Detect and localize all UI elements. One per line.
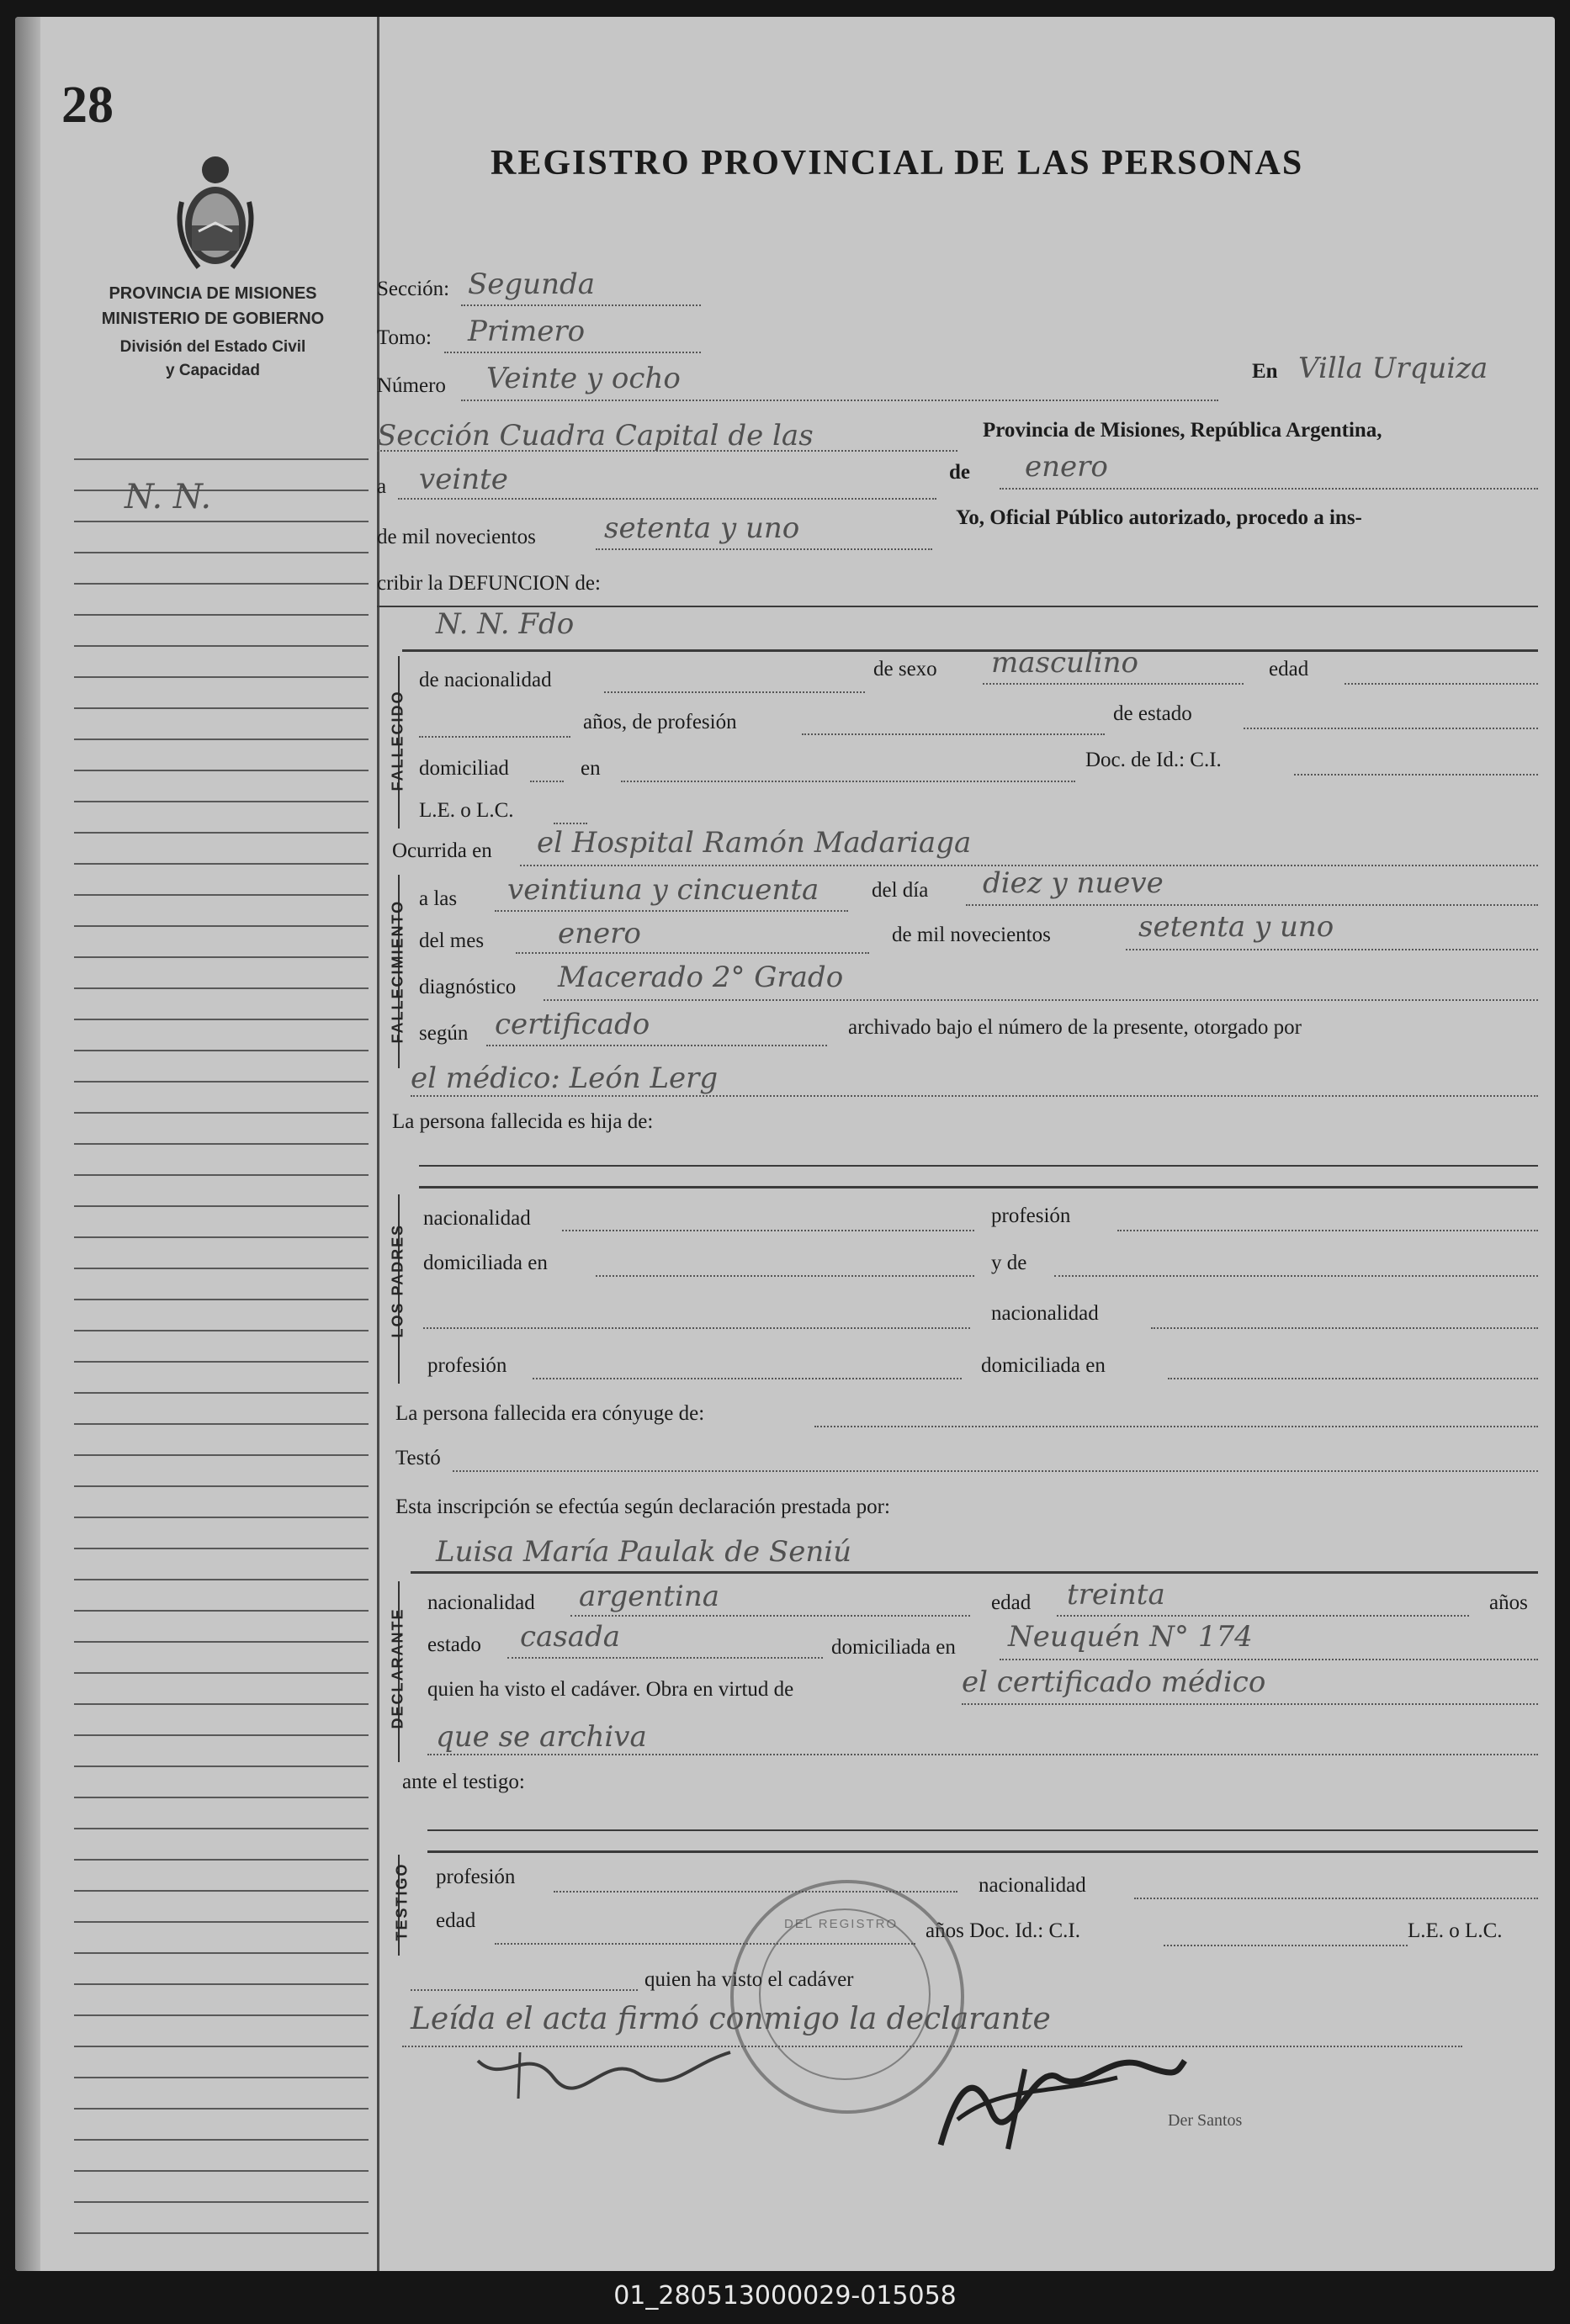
yde-line [1054, 1275, 1538, 1277]
a-line [398, 498, 936, 500]
mes-line [516, 952, 869, 954]
estado-label: de estado [1113, 702, 1192, 725]
testigo-rule-2 [427, 1850, 1538, 1853]
domiciliad-line [530, 781, 564, 782]
domicilio-line [621, 781, 1075, 782]
stamp-text: DEL REGISTRO [784, 1917, 899, 1931]
alas-label: a las [419, 887, 458, 910]
margin-rule [74, 2201, 369, 2203]
conyuge-text: La persona fallecida era cónyuge de: [395, 1402, 705, 1425]
declarante-nacionalidad-line [570, 1615, 970, 1617]
dia-value: diez y nueve [983, 866, 1164, 900]
margin-rule [74, 1703, 369, 1705]
segun-value: certificado [495, 1008, 650, 1041]
provincia-text: Provincia de Misiones, República Argentina, [983, 419, 1382, 442]
padres-profesion2-label: profesión [427, 1354, 507, 1377]
a-value: veinte [419, 463, 508, 496]
numero-line [461, 400, 1218, 401]
margin-rule [74, 832, 369, 834]
register-page [15, 17, 1555, 2271]
le-label: L.E. o L.C. [419, 799, 514, 822]
margin-rule [74, 1081, 369, 1083]
diagnostico-label: diagnóstico [419, 976, 517, 998]
tomo-value: Primero [468, 315, 586, 348]
margin-rule [74, 1921, 369, 1923]
padres-nacionalidad2-label: nacionalidad [991, 1302, 1099, 1325]
doc-line [1294, 774, 1538, 776]
fallecido-name: N. N. Fdo [436, 607, 575, 641]
testigo-side-label: TESTIGO [393, 1862, 411, 1941]
profesion-line [802, 733, 1105, 735]
a-label: a [377, 475, 387, 498]
declarante-name-line [411, 1571, 1538, 1574]
margin-rule [74, 1392, 369, 1394]
inscribir-text: cribir la DEFUNCION de: [377, 572, 601, 595]
sexo-line [983, 683, 1244, 685]
conyuge-line [814, 1426, 1538, 1427]
margin-rule [74, 1423, 369, 1425]
declarante-nacionalidad-value: argentina [579, 1580, 720, 1613]
sexo-label: de sexo [873, 658, 937, 680]
seccion-line [461, 304, 701, 306]
margin-rule [74, 1112, 369, 1114]
padres-nacionalidad-line [562, 1230, 974, 1231]
margin-rule [74, 770, 369, 771]
declarant-signature [469, 2027, 747, 2111]
hija-text: La persona fallecida es hija de: [392, 1110, 654, 1133]
testigo-nacionalidad-label: nacionalidad [979, 1874, 1086, 1897]
margin-rule [74, 2014, 369, 2016]
margin-rule [74, 1174, 369, 1176]
fallecimiento-mil-line [1126, 949, 1538, 950]
testigo-edad-label: edad [436, 1909, 476, 1932]
padres-nacionalidad2-line [1151, 1327, 1538, 1329]
ante-testigo-text: ante el testigo: [402, 1771, 525, 1793]
margin-rule [74, 863, 369, 865]
oficial-text: Yo, Oficial Público autorizado, procedo a ins- [956, 506, 1362, 529]
closing-text: Leída el acta firmó conmigo la declarante [411, 2002, 1051, 2036]
testigo-rule-1 [427, 1829, 1538, 1831]
declarante-side-label: DECLARANTE [389, 1607, 406, 1729]
alas-line [495, 910, 848, 912]
margin-rule [74, 1050, 369, 1051]
margin-rule [74, 2077, 369, 2078]
declarante-archiva-value: que se archiva [436, 1720, 647, 1754]
margin-rule [74, 490, 369, 491]
domiciliad-label: domiciliad [419, 757, 509, 780]
declarante-name: Luisa María Paulak de Seniú [436, 1535, 852, 1569]
declarante-visto-text: quien ha visto el cadáver. Obra en virtud de [427, 1678, 794, 1701]
doc-label: Doc. de Id.: C.I. [1085, 749, 1222, 771]
de-line [1000, 488, 1538, 490]
declarante-virtud-value: el certificado médico [962, 1665, 1266, 1699]
official-signature [924, 2035, 1193, 2162]
de-value: enero [1025, 450, 1108, 484]
mes-value: enero [558, 917, 641, 950]
testo-line [453, 1470, 1538, 1472]
margin-rule [74, 521, 369, 522]
testigo-le-label: L.E. o L.C. [1408, 1919, 1503, 1942]
padres-rule-2 [419, 1186, 1538, 1188]
margin-rule [74, 738, 369, 740]
mil-line [596, 548, 932, 550]
margin-rule [74, 925, 369, 927]
numero-label: Número [377, 374, 446, 397]
margin-rule [74, 458, 369, 460]
declarante-nacionalidad-label: nacionalidad [427, 1591, 535, 1614]
mil-label: de mil novecientos [377, 526, 536, 548]
seccion-value: Segunda [468, 267, 596, 301]
padres-domiciliada2-line [1168, 1378, 1538, 1379]
declarante-edad-label: edad [991, 1591, 1032, 1614]
dia-label: del día [872, 879, 929, 902]
margin-rule [74, 801, 369, 802]
padres-profesion-line [1117, 1230, 1538, 1231]
page-title: REGISTRO PROVINCIAL DE LAS PERSONAS [491, 144, 1304, 183]
seccion-label: Sección: [377, 278, 450, 300]
margin-rule [74, 1765, 369, 1767]
signature-caption: Der Santos [1168, 2111, 1243, 2130]
margin-rule [74, 1143, 369, 1145]
margin-rule [74, 583, 369, 585]
declarante-domiciliada-label: domiciliada en [831, 1636, 956, 1659]
margin-rule [74, 2108, 369, 2110]
institution-province: PROVINCIA DE MISIONES [109, 284, 317, 303]
margin-rule [74, 1641, 369, 1643]
fallecimiento-side-label: FALLECIMIENTO [389, 899, 406, 1044]
margin-rule [74, 1859, 369, 1861]
fallecido-side-label: FALLECIDO [389, 690, 406, 791]
nacionalidad-line [604, 691, 865, 693]
margin-rule [74, 1983, 369, 1985]
margin-rule [74, 1454, 369, 1456]
fallecido-en-label: en [581, 757, 601, 780]
fallecimiento-mil-label: de mil novecientos [892, 924, 1051, 946]
medico-line [411, 1095, 1538, 1097]
testigo-anos-label: años Doc. Id.: C.I. [926, 1919, 1080, 1942]
margin-rule [74, 1268, 369, 1269]
edad-label: edad [1269, 658, 1309, 680]
de-label: de [949, 461, 970, 484]
diagnostico-line [544, 999, 1538, 1001]
testigo-visto-text: quien ha visto el cadáver [644, 1968, 854, 1991]
padres-line-3 [423, 1327, 970, 1329]
anos-line [419, 736, 570, 738]
dia-line [966, 904, 1538, 906]
margin-rule [74, 1952, 369, 1954]
lugar-value: Sección Cuadra Capital de las [377, 419, 814, 453]
testigo-profesion-label: profesión [436, 1866, 516, 1888]
margin-rule [74, 1236, 369, 1238]
archivado-text: archivado bajo el número de la presente, otorgado por [848, 1016, 1302, 1039]
tomo-label: Tomo: [377, 326, 432, 349]
margin-rule [74, 707, 369, 709]
margin-rule [74, 1672, 369, 1674]
padres-domiciliada-line [596, 1275, 974, 1277]
margin-rule [74, 2232, 369, 2234]
margin-rule [74, 1205, 369, 1207]
margin-rule [74, 1330, 369, 1331]
margin-rule [74, 2139, 369, 2141]
margin-rule [74, 1890, 369, 1892]
sexo-value: masculino [991, 646, 1139, 680]
margin-rule [74, 1797, 369, 1798]
padres-profesion2-line [533, 1378, 962, 1379]
yde-label: y de [991, 1252, 1027, 1274]
declarante-domiciliada-line [1000, 1659, 1538, 1660]
margin-rule [74, 614, 369, 616]
coat-of-arms-icon [173, 151, 257, 278]
margin-rule [74, 1299, 369, 1300]
declarante-estado-label: estado [427, 1633, 481, 1656]
segun-line [486, 1045, 827, 1046]
declarante-estado-line [507, 1657, 823, 1659]
mil-value: setenta y uno [604, 511, 800, 545]
lugar-line [377, 450, 957, 452]
declarante-domiciliada-value: Neuquén N° 174 [1008, 1620, 1253, 1654]
declarante-edad-value: treinta [1067, 1578, 1165, 1612]
institution-capacity: y Capacidad [166, 362, 260, 379]
declarante-archiva-line [427, 1754, 1538, 1755]
medico-value: el médico: León Lerg [411, 1061, 719, 1095]
margin-rule [74, 1828, 369, 1829]
margin-rule [74, 987, 369, 989]
ocurrida-label: Ocurrida en [392, 839, 492, 862]
margin-rule [74, 1579, 369, 1580]
en-label: En [1252, 360, 1278, 383]
padres-rule-1 [419, 1165, 1538, 1167]
en-value: Villa Urquiza [1298, 352, 1488, 385]
declaracion-text: Esta inscripción se efectúa según declaración prestada por: [395, 1496, 890, 1518]
margin-rule [74, 1019, 369, 1020]
testo-text: Testó [395, 1447, 441, 1469]
margin-rule [74, 676, 369, 678]
margin-rule [74, 2046, 369, 2047]
margin-rule [74, 1610, 369, 1612]
diagnostico-value: Macerado 2° Grado [558, 961, 844, 994]
declarante-edad-line [1057, 1615, 1469, 1617]
padres-profesion-label: profesión [991, 1204, 1071, 1227]
page-number: 28 [61, 77, 114, 134]
fallecido-name-line [402, 649, 1538, 652]
numero-value: Veinte y ocho [486, 362, 681, 395]
institution-ministry: MINISTERIO DE GOBIERNO [101, 310, 325, 328]
padres-domiciliada-label: domiciliada en [423, 1252, 548, 1274]
margin-rule [74, 894, 369, 896]
institution-division: División del Estado Civil [119, 338, 306, 356]
anos-label: años, de profesión [583, 711, 737, 733]
margin-rule [74, 1361, 369, 1363]
margin-rule [74, 645, 369, 647]
edad-line [1345, 683, 1538, 685]
margin-rule [74, 956, 369, 958]
testigo-visto-line [411, 1989, 638, 1991]
alas-value: veintiuna y cincuenta [507, 873, 819, 907]
padres-side-label: LOS PADRES [389, 1223, 406, 1338]
fallecimiento-mil-value: setenta y uno [1138, 910, 1334, 944]
testigo-nacionalidad-line [1134, 1898, 1538, 1899]
estado-line [1244, 728, 1538, 729]
segun-label: según [419, 1022, 469, 1045]
declarante-virtud-line [962, 1703, 1538, 1705]
margin-rule [74, 2170, 369, 2172]
testigo-doc-line [1164, 1945, 1408, 1946]
le-line [554, 823, 587, 824]
margin-note: N. N. [125, 478, 212, 516]
margin-rule [74, 552, 369, 553]
ocurrida-value: el Hospital Ramón Madariaga [537, 826, 972, 860]
margin-rule [74, 1517, 369, 1518]
padres-domiciliada2-label: domiciliada en [981, 1354, 1106, 1377]
margin-rule [74, 1734, 369, 1736]
registry-stamp-inner [759, 1908, 931, 2080]
nacionalidad-label: de nacionalidad [419, 669, 552, 691]
book-binding [15, 17, 40, 2271]
margin-rule [74, 1485, 369, 1487]
margin-rule [74, 1548, 369, 1549]
tomo-line [444, 352, 701, 353]
declarante-estado-value: casada [520, 1620, 621, 1654]
mes-label: del mes [419, 929, 485, 952]
declarante-anos-label: años [1489, 1591, 1528, 1614]
image-caption: 01_280513000029-015058 [613, 2281, 957, 2311]
padres-nacionalidad-label: nacionalidad [423, 1207, 531, 1230]
